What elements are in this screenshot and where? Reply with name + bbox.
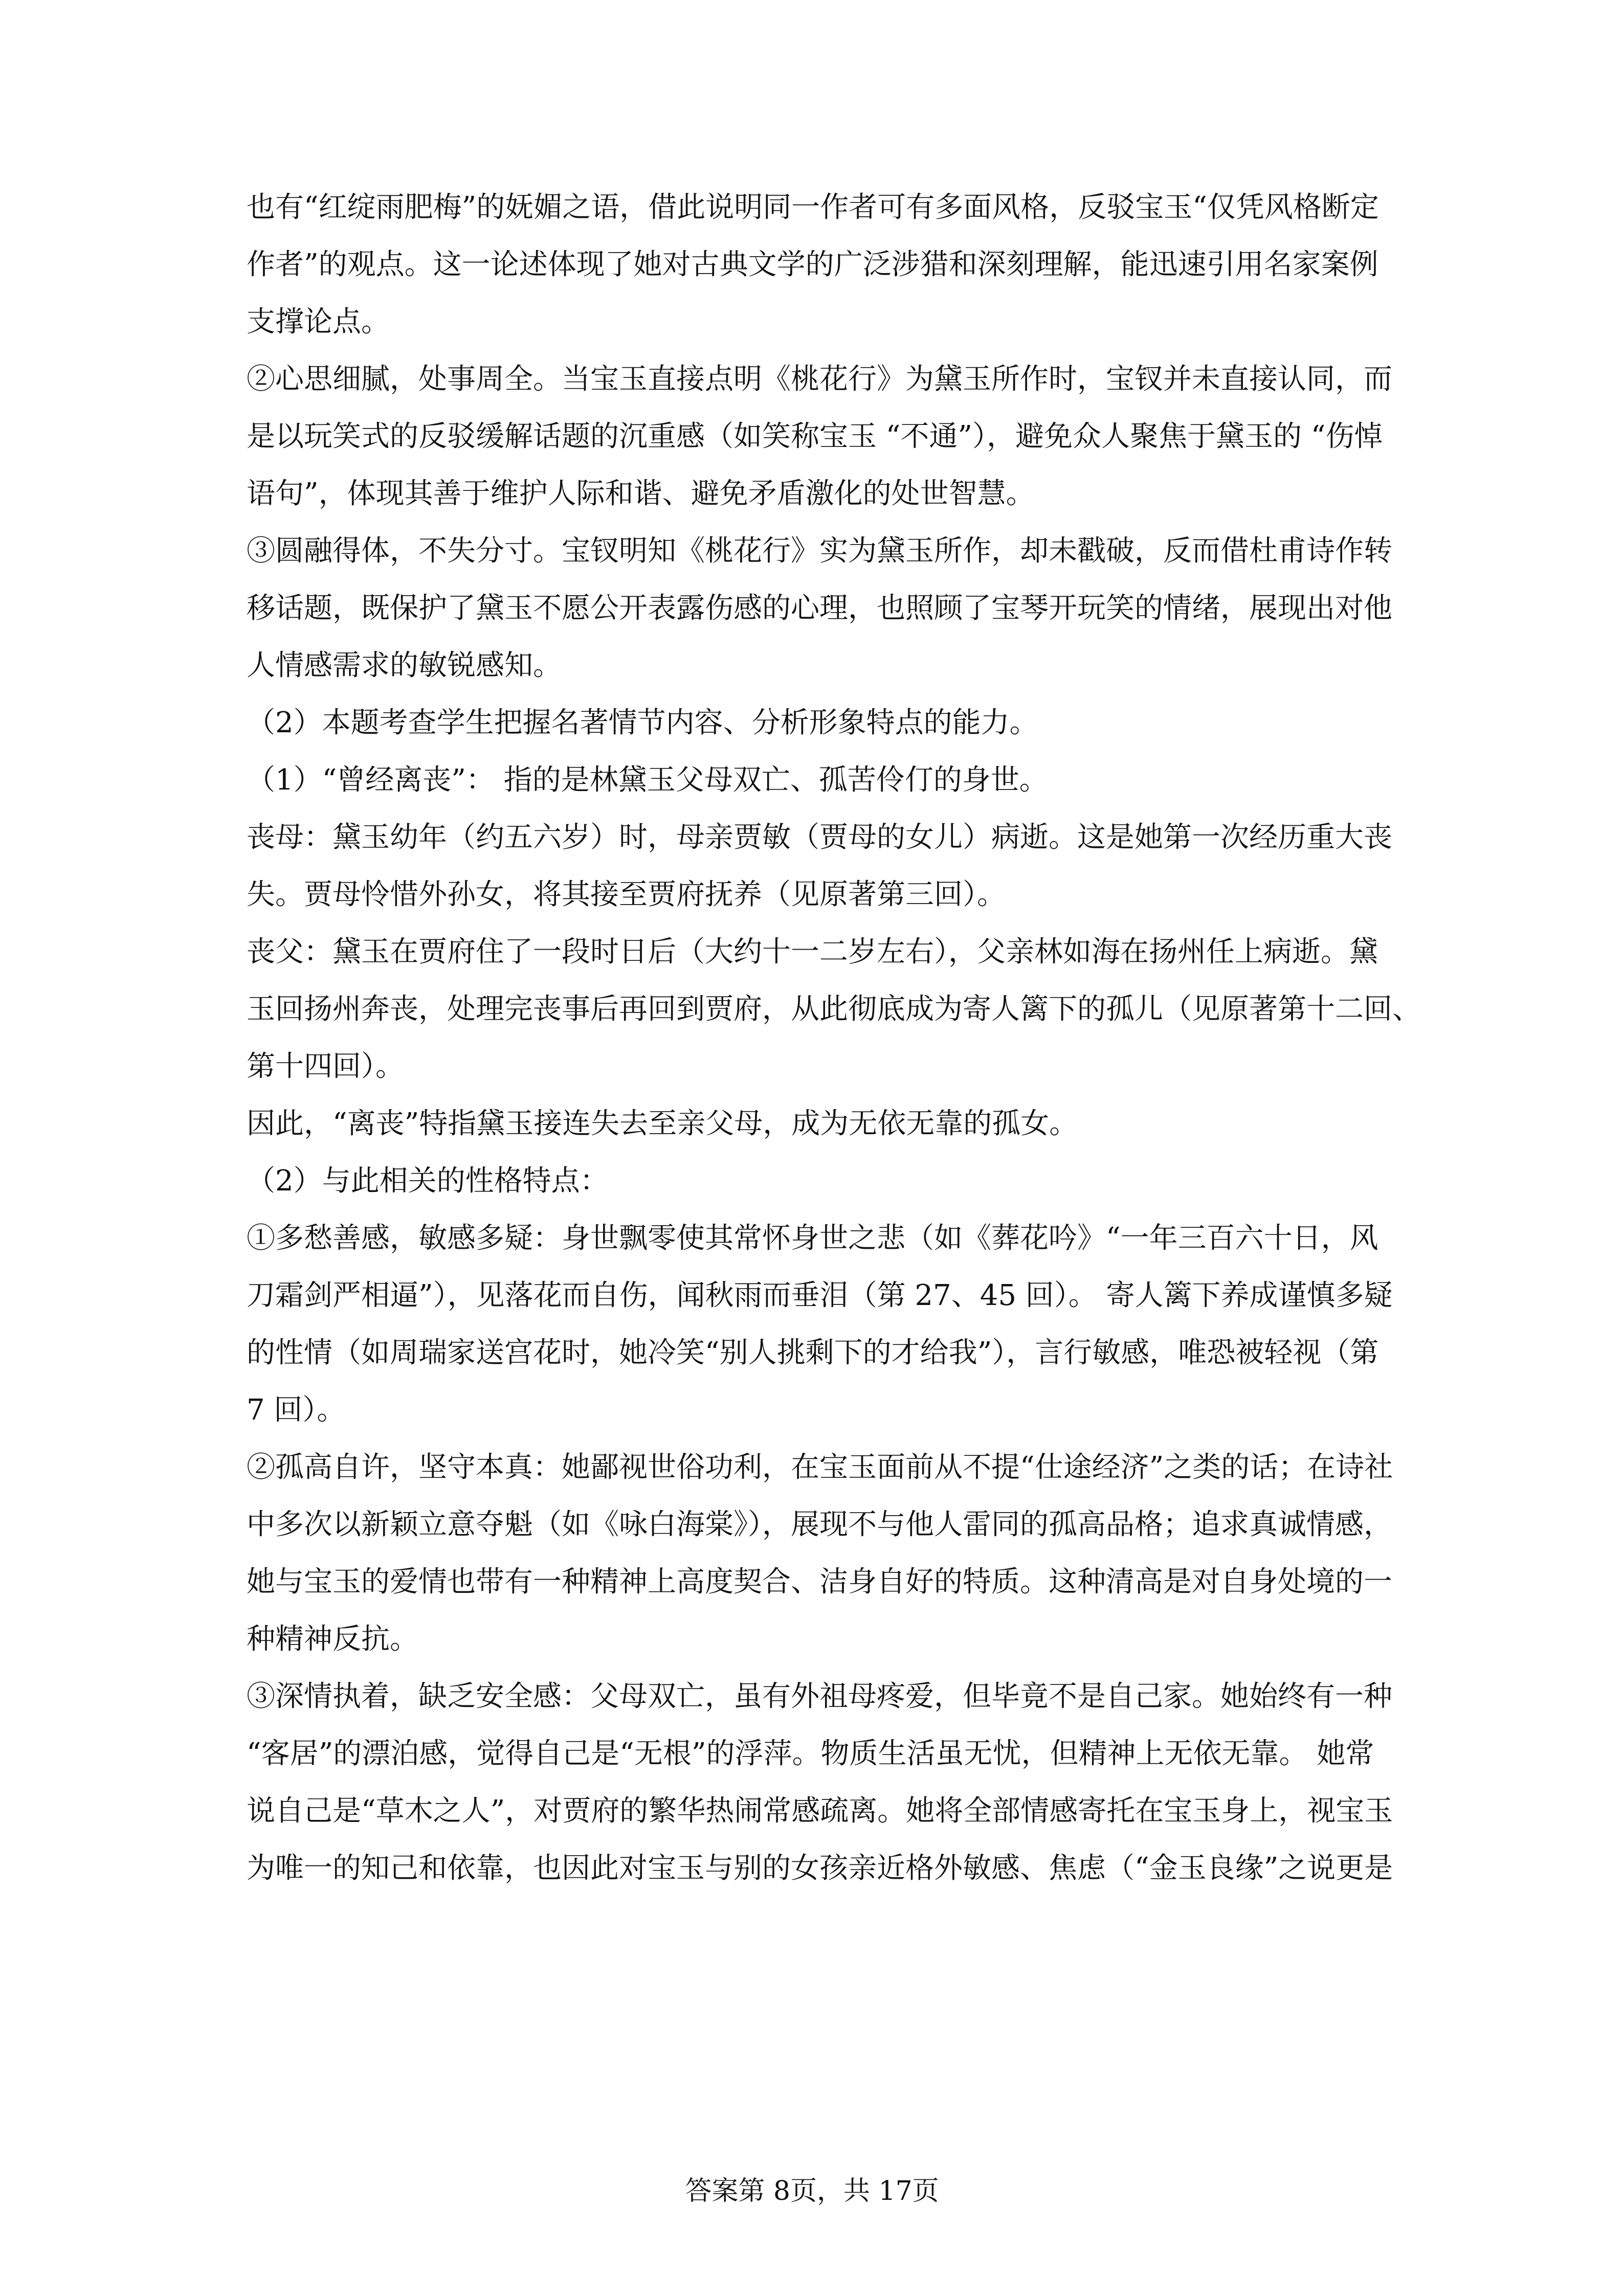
text-line: 玉回扬州奔丧，处理完丧事后再回到贾府，从此彻底成为寄人篱下的孤儿（见原著第十二回、 (247, 993, 1421, 1026)
text-line: 丧母：黛玉幼年（约五六岁）时，母亲贾敏（贾母的女儿）病逝。这是她第一次经历重大丧 (247, 821, 1392, 854)
text-line: 刀霜剑严相逼”），见落花而自伤，闻秋雨而垂泪（第 27、45 回）。 寄人篱下养成谨慎多疑 (247, 1279, 1393, 1312)
text-line: 也有“红绽雨肥梅”的妩媚之语，借此说明同一作者可有多面风格，反驳宝玉“仅凭风格断定 (247, 191, 1379, 224)
page-footer: 答案第 8页，共 17页 (685, 2176, 939, 2207)
text-line: 为唯一的知己和依靠，也因此对宝玉与别的女孩亲近格外敏感、焦虑（“金玉良缘”之说更是 (247, 1852, 1393, 1885)
text-line: （1）“曾经离丧”： 指的是林黛玉父母双亡、孤苦伶仃的身世。 (247, 763, 1048, 797)
text-line: 支撑论点。 (247, 305, 390, 339)
text-line: 说自己是“草木之人”，对贾府的繁华热闹常感疏离。她将全部情感寄托在宝玉身上，视宝玉 (247, 1794, 1393, 1828)
text-line: 移话题，既保护了黛玉不愿公开表露伤感的心理，也照顾了宝琴开玩笑的情绪，展现出对他 (247, 592, 1392, 625)
text-line: 是以玩笑式的反驳缓解话题的沉重感（如笑称宝玉 “不通”），避免众人聚焦于黛玉的 “伤悼 (247, 420, 1383, 453)
text-line: ②孤高自许，坚守本真：她鄙视世俗功利，在宝玉面前从不提“仕途经济”之类的话；在诗社 (247, 1451, 1393, 1484)
text-line: 丧父：黛玉在贾府住了一段时日后（大约十一二岁左右），父亲林如海在扬州任上病逝。黛 (247, 935, 1378, 969)
text-line: （2）本题考查学生把握名著情节内容、分析形象特点的能力。 (247, 706, 1038, 739)
text-line: ③深情执着，缺乏安全感：父母双亡，虽有外祖母疼爱，但毕竟不是自己家。她始终有一种 (247, 1680, 1392, 1713)
text-line: ③圆融得体，不失分寸。宝钗明知《桃花行》实为黛玉所作，却未戳破，反而借杜甫诗作转 (247, 534, 1392, 568)
text-line: 人情感需求的敏锐感知。 (247, 649, 562, 682)
document-body (247, 179, 1421, 1897)
text-line: 第十四回）。 (247, 1050, 404, 1083)
text-line: 种精神反抗。 (247, 1623, 418, 1656)
text-line: 失。贾母怜惜外孙女，将其接至贾府抚养（见原著第三回）。 (247, 878, 1006, 911)
text-line: （2）与此相关的性格特点： (247, 1164, 609, 1198)
text-line: “客居”的漂泊感，觉得自己是“无根”的浮萍。物质生活虽无忧，但精神上无依无靠。 她常 (247, 1737, 1374, 1770)
text-line: 作者”的观点。这一论述体现了她对古典文学的广泛涉猎和深刻理解，能迅速引用名家案例 (247, 248, 1378, 281)
text-line: ①多愁善感，敏感多疑：身世飘零使其常怀身世之悲（如《葬花吟》“一年三百六十日，风 (247, 1222, 1378, 1255)
text-line: 因此，“离丧”特指黛玉接连失去至亲父母，成为无依无靠的孤女。 (247, 1107, 1078, 1140)
text-line: 她与宝玉的爱情也带有一种精神上高度契合、洁身自好的特质。这种清高是对自身处境的一 (247, 1565, 1392, 1599)
text-line: 语句”，体现其善于维护人际和谐、避免矛盾激化的处世智慧。 (247, 477, 1035, 510)
text-line: 中多次以新颖立意夺魁（如《咏白海棠》），展现不与他人雷同的孤高品格；追求真诚情感， (247, 1508, 1392, 1541)
text-line: ②心思细腻，处事周全。当宝玉直接点明《桃花行》为黛玉所作时，宝钗并未直接认同，而 (247, 363, 1392, 396)
text-line: 7 回）。 (247, 1393, 346, 1427)
text-line: 的性情（如周瑞家送宫花时，她冷笑“别人挑剩下的才给我”），言行敏感，唯恐被轻视（第 (247, 1336, 1379, 1369)
